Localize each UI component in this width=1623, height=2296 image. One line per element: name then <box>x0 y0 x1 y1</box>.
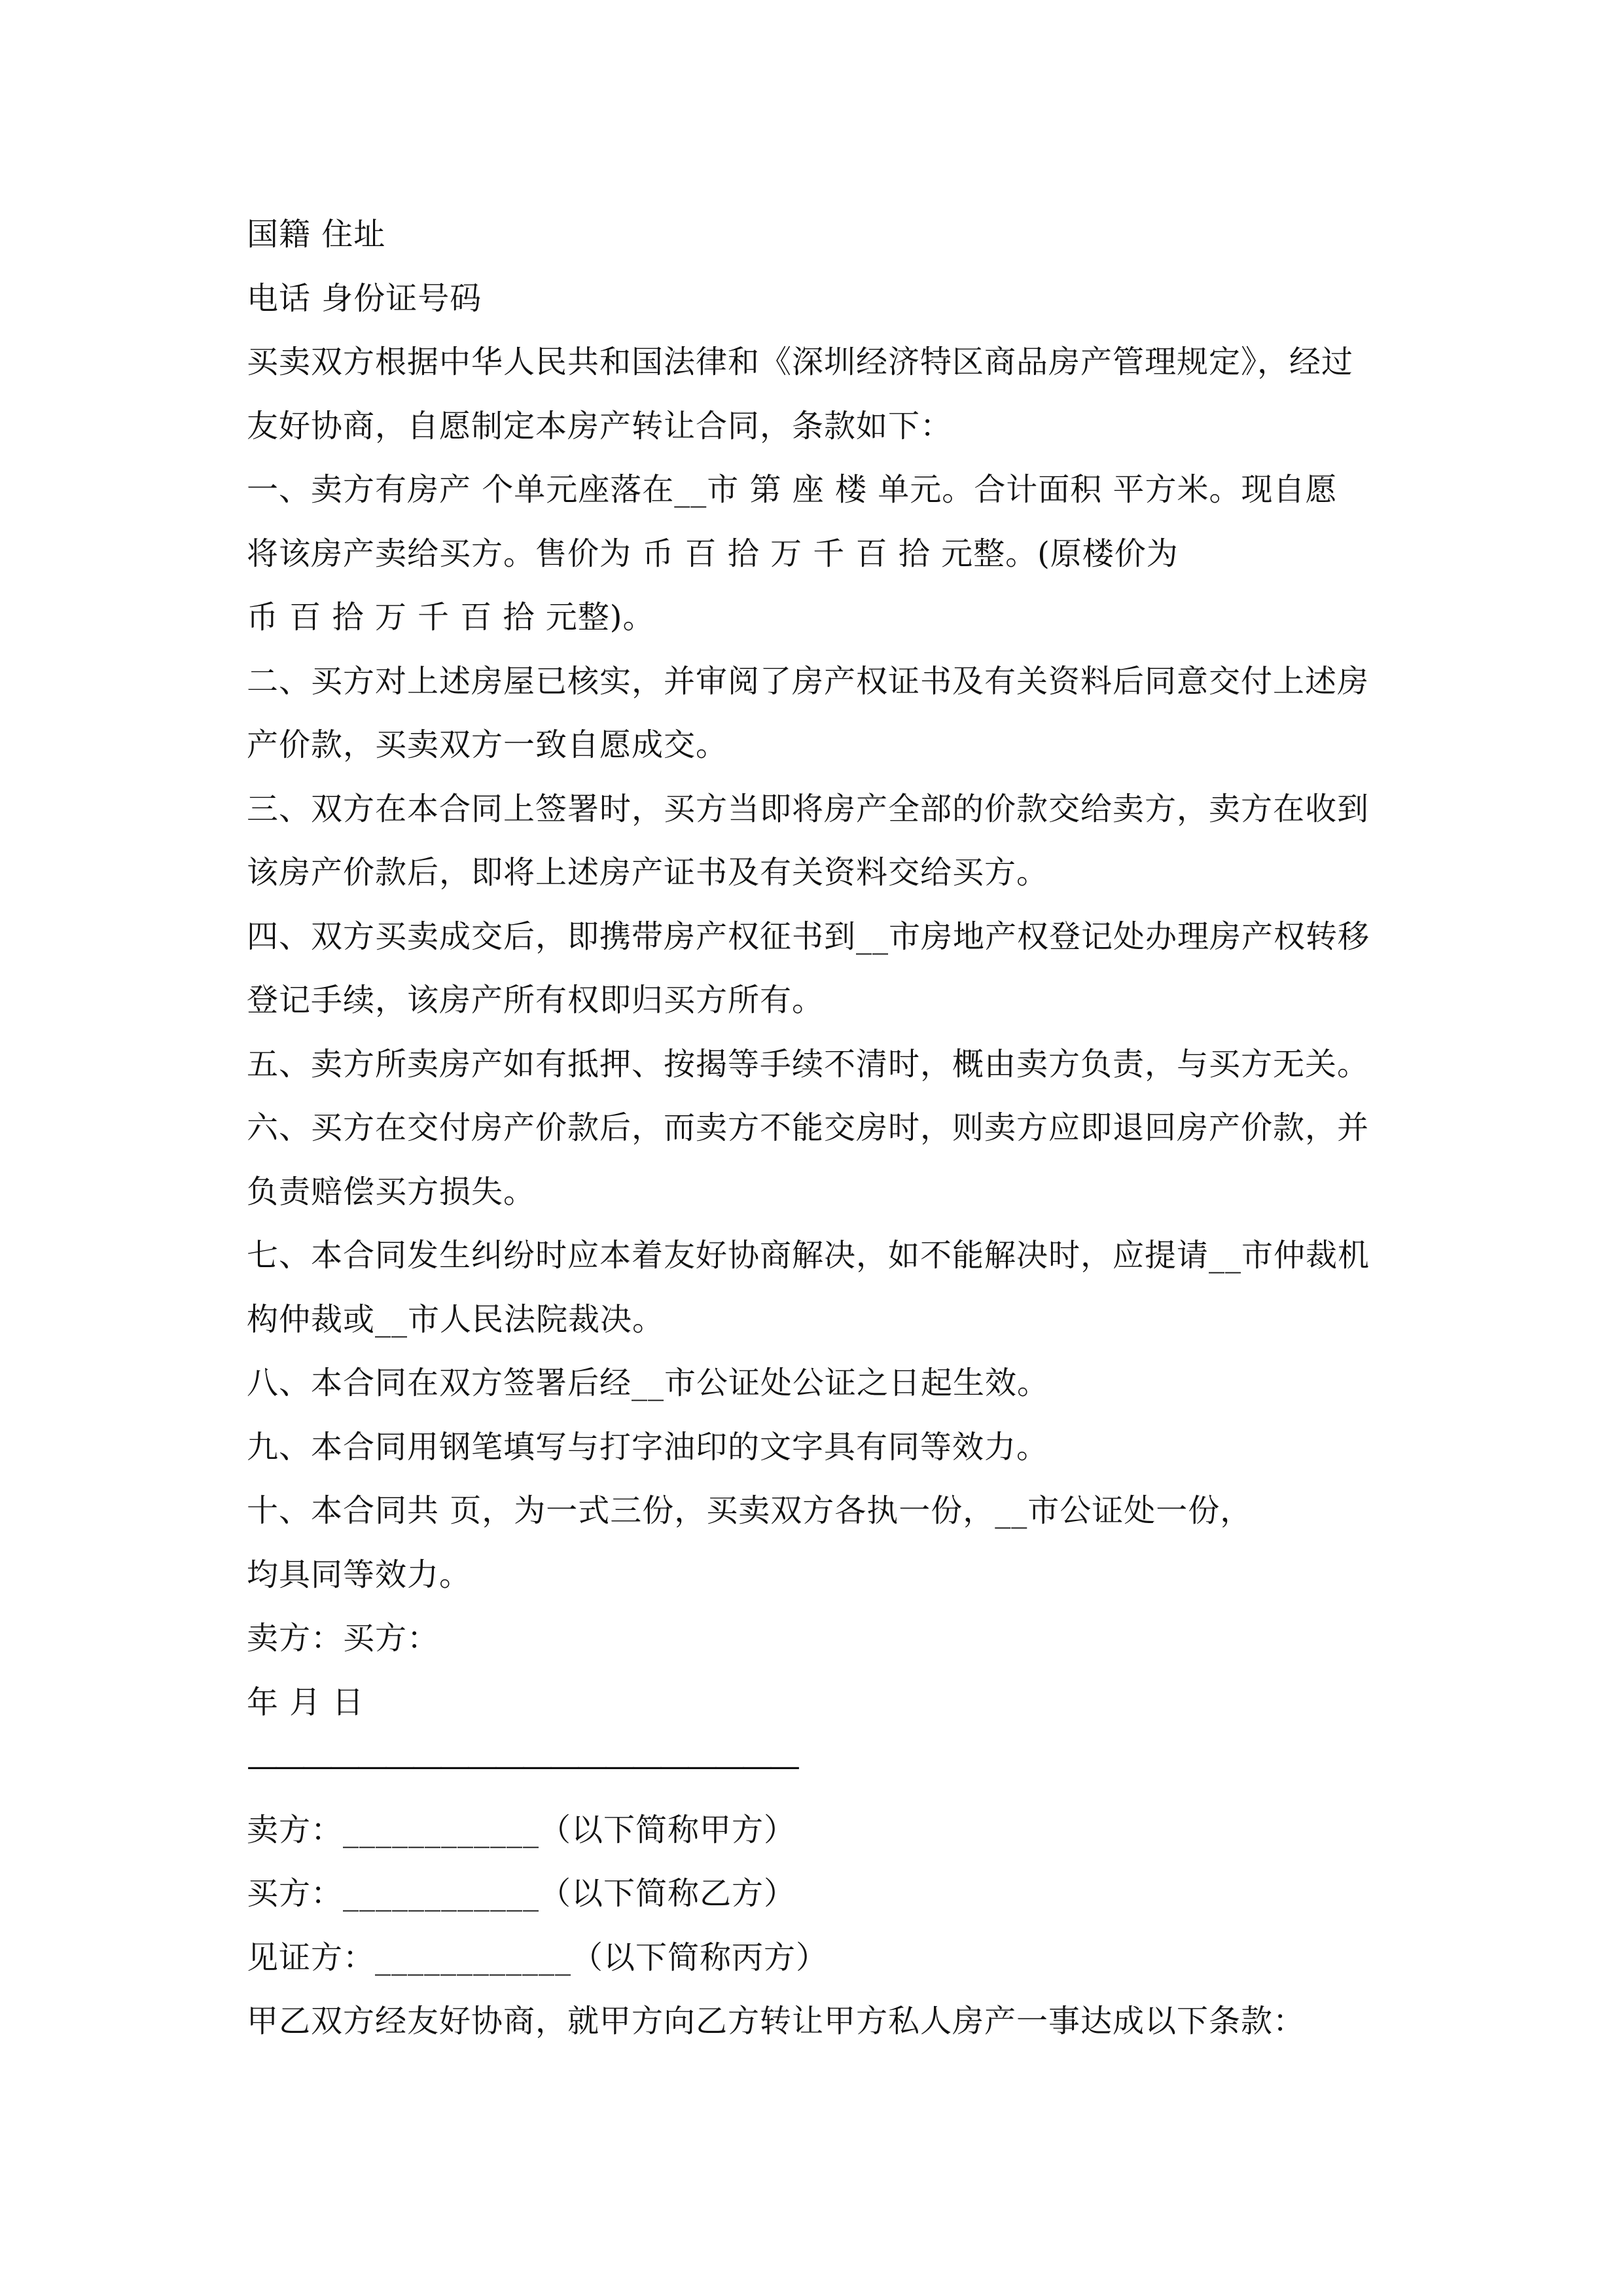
clause-4-line-2: 登记手续，该房产所有权即归买方所有。 <box>247 982 825 1018</box>
phone-id-line: 电话 身份证号码 <box>247 279 482 317</box>
agreement-intro-line: 甲乙双方经友好协商，就甲方向乙方转让甲方私人房产一事达成以下条款： <box>247 2003 1306 2039</box>
clause-2-line-2: 产价款，买卖双方一致自愿成交。 <box>247 726 728 763</box>
section-separator: ———————————————————— <box>247 1748 796 1784</box>
clause-1-line-2: 将该房产卖给买方。售价为 币 百 拾 万 千 百 拾 元整。(原楼价为 <box>247 535 1179 572</box>
witness-party-line: 见证方：____________（以下简称丙方） <box>247 1939 829 1976</box>
clause-3-line-2: 该房产价款后，即将上述房产证书及有关资料交给买方。 <box>247 854 1049 891</box>
clause-10-line-1: 十、本合同共 页，为一式三份，买卖双方各执一份，__市公证处一份， <box>247 1492 1253 1529</box>
clause-8-line: 八、本合同在双方签署后经__市公证处公证之日起生效。 <box>247 1365 1050 1401</box>
clause-7-line-2: 构仲裁或__市人民法院裁决。 <box>247 1300 665 1338</box>
date-line: 年 月 日 <box>247 1683 365 1721</box>
preamble-line-1: 买卖双方根据中华人民共和国法律和《深圳经济特区商品房产管理规定》，经过 <box>247 344 1354 380</box>
clause-10-line-2: 均具同等效力。 <box>247 1556 472 1593</box>
clause-9-line: 九、本合同用钢笔填写与打字油印的文字具有同等效力。 <box>247 1428 1049 1465</box>
preamble-line-2: 友好协商，自愿制定本房产转让合同，条款如下： <box>247 407 953 444</box>
clause-1-line-3: 币 百 拾 万 千 百 拾 元整)。 <box>247 599 655 636</box>
clause-6-line-1: 六、买方在交付房产价款后，而卖方不能交房时，则卖方应即退回房产价款，并 <box>247 1109 1370 1146</box>
contract-body <box>247 203 1399 2054</box>
clause-1-line-1: 一、卖方有房产 个单元座落在__市 第 座 楼 单元。合计面积 平方米。现自愿 <box>247 471 1338 508</box>
clause-2-line-1: 二、买方对上述房屋已核实，并审阅了房产权证书及有关资料后同意交付上述房 <box>247 662 1370 700</box>
clause-5-line: 五、卖方所卖房产如有抵押、按揭等手续不清时，概由卖方负责，与买方无关。 <box>247 1045 1370 1083</box>
seller-party-line: 卖方：____________（以下简称甲方） <box>247 1811 796 1848</box>
clause-3-line-1: 三、双方在本合同上签署时，买方当即将房产全部的价款交给卖方，卖方在收到 <box>247 790 1370 827</box>
nationality-address-line: 国籍 住址 <box>247 216 386 253</box>
clause-7-line-1: 七、本合同发生纠纷时应本着友好协商解决，如不能解决时，应提请__市仲裁机 <box>247 1237 1370 1274</box>
clause-4-line-1: 四、双方买卖成交后，即携带房产权征书到__市房地产权登记处办理房产权转移 <box>247 918 1370 955</box>
signature-parties-line: 卖方：买方： <box>247 1620 440 1657</box>
clause-6-line-2: 负责赔偿买方损失。 <box>247 1173 536 1210</box>
buyer-party-line: 买方：____________（以下简称乙方） <box>247 1875 796 1912</box>
